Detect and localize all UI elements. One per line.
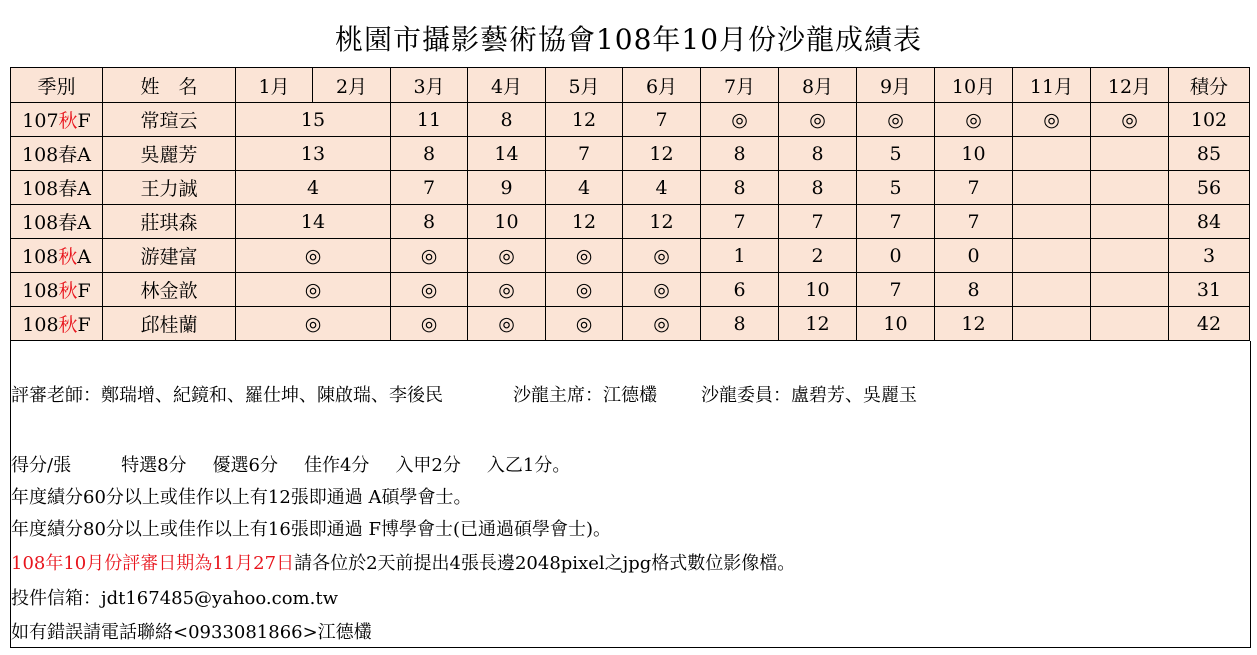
season-cell <box>11 171 103 205</box>
jun-cell: ◎ <box>623 239 701 273</box>
jun-cell: ◎ <box>623 273 701 307</box>
rule-f-text: 年度績分80分以上或佳作以上有16張即通過 F博學會士(已通過碩學會士)。 <box>11 519 612 540</box>
name-cell: 常瑄云 <box>103 103 236 137</box>
name-cell: 吳麗芳 <box>103 137 236 171</box>
mar-cell: 8 <box>391 205 468 239</box>
apr-cell: 9 <box>468 171 546 205</box>
may-cell: 7 <box>546 137 623 171</box>
oct-cell: 0 <box>935 239 1013 273</box>
may-cell: ◎ <box>546 239 623 273</box>
may-cell: 12 <box>546 205 623 239</box>
jun-cell: 7 <box>623 103 701 137</box>
apr-cell: ◎ <box>468 273 546 307</box>
jul-cell: ◎ <box>701 103 779 137</box>
column-header: 11月 <box>1013 68 1091 103</box>
season-suffix: F <box>77 314 91 336</box>
sep-cell: 0 <box>857 239 935 273</box>
may-cell: 4 <box>546 171 623 205</box>
sep-cell: 10 <box>857 307 935 341</box>
aug-cell: 2 <box>779 239 857 273</box>
score-item: 入乙1分。 <box>486 455 571 476</box>
nov-cell: ◎ <box>1013 103 1091 137</box>
season-mark: 秋 <box>58 110 78 132</box>
season-cell <box>11 307 103 341</box>
jul-cell: 8 <box>701 137 779 171</box>
season-prefix: 107 <box>22 110 59 132</box>
season-prefix: 108春A <box>22 178 91 200</box>
page-title: 桃園市攝影藝術協會108年10月份沙龍成績表 <box>334 23 923 56</box>
notes-box <box>10 341 1251 648</box>
season-suffix: F <box>77 280 91 302</box>
season-mark: 秋 <box>58 280 78 302</box>
column-header: 1月 <box>236 68 313 103</box>
oct-cell: 12 <box>935 307 1013 341</box>
mar-cell: 7 <box>391 171 468 205</box>
mar-cell: 8 <box>391 137 468 171</box>
sep-cell: 7 <box>857 205 935 239</box>
aug-cell: 10 <box>779 273 857 307</box>
oct-cell: 7 <box>935 171 1013 205</box>
jan-feb-cell: 14 <box>236 205 391 239</box>
total-cell: 31 <box>1169 273 1250 307</box>
nov-cell <box>1013 239 1091 273</box>
sep-cell: 7 <box>857 273 935 307</box>
season-cell <box>11 103 103 137</box>
column-header: 9月 <box>857 68 935 103</box>
total-cell: 42 <box>1169 307 1250 341</box>
jul-cell: 8 <box>701 307 779 341</box>
jan-feb-cell: 13 <box>236 137 391 171</box>
apr-cell: 14 <box>468 137 546 171</box>
score-label: 得分/張 <box>11 455 72 476</box>
column-header: 季別 <box>11 68 103 103</box>
column-header: 12月 <box>1091 68 1169 103</box>
apr-cell: ◎ <box>468 239 546 273</box>
season-cell <box>11 137 103 171</box>
staff-line <box>11 381 917 407</box>
nov-cell <box>1013 137 1091 171</box>
contact-text: 如有錯誤請電話聯絡<0933081866>江德欉 <box>11 622 372 643</box>
chair-text: 沙龍主席：江德欉 <box>513 385 657 406</box>
score-line <box>11 451 570 477</box>
table-header-row <box>11 68 1250 103</box>
table-row <box>11 171 1250 205</box>
mar-cell: ◎ <box>391 239 468 273</box>
column-header: 6月 <box>623 68 701 103</box>
dec-cell <box>1091 171 1169 205</box>
jun-cell: 12 <box>623 137 701 171</box>
season-prefix: 108春A <box>22 144 91 166</box>
season-cell <box>11 239 103 273</box>
season-prefix: 108 <box>21 246 59 268</box>
column-header: 姓 名 <box>103 68 236 103</box>
column-header: 積分 <box>1169 68 1250 103</box>
column-header: 4月 <box>468 68 546 103</box>
jul-cell: 8 <box>701 171 779 205</box>
may-cell: 12 <box>546 103 623 137</box>
table-row <box>11 103 1250 137</box>
dec-cell <box>1091 273 1169 307</box>
total-cell: 3 <box>1169 239 1250 273</box>
season-prefix: 108 <box>22 280 59 302</box>
dec-cell: ◎ <box>1091 103 1169 137</box>
season-prefix: 108 <box>22 314 59 336</box>
jan-feb-cell: ◎ <box>236 307 391 341</box>
mar-cell: ◎ <box>391 273 468 307</box>
apr-cell: ◎ <box>468 307 546 341</box>
deadline-line <box>11 549 795 575</box>
oct-cell: 10 <box>935 137 1013 171</box>
column-header: 2月 <box>313 68 391 103</box>
table-row <box>11 273 1250 307</box>
column-header: 8月 <box>779 68 857 103</box>
apr-cell: 8 <box>468 103 546 137</box>
name-cell: 王力誠 <box>103 171 236 205</box>
season-mark: 秋 <box>58 246 78 268</box>
aug-cell: 8 <box>779 137 857 171</box>
nov-cell <box>1013 171 1091 205</box>
score-item: 優選6分 <box>212 455 278 476</box>
season-cell <box>11 205 103 239</box>
sep-cell: 5 <box>857 137 935 171</box>
season-prefix: 108春A <box>22 212 91 234</box>
oct-cell: ◎ <box>935 103 1013 137</box>
dec-cell <box>1091 205 1169 239</box>
score-item: 佳作4分 <box>303 455 370 476</box>
name-cell: 莊琪森 <box>103 205 236 239</box>
jul-cell: 7 <box>701 205 779 239</box>
jan-feb-cell: 15 <box>236 103 391 137</box>
jan-feb-cell: ◎ <box>236 239 391 273</box>
name-cell: 林金歆 <box>103 273 236 307</box>
nov-cell <box>1013 205 1091 239</box>
apr-cell: 10 <box>468 205 546 239</box>
dec-cell <box>1091 137 1169 171</box>
column-header: 3月 <box>391 68 468 103</box>
aug-cell: 12 <box>779 307 857 341</box>
may-cell: ◎ <box>546 307 623 341</box>
committee-text: 沙龍委員：盧碧芳、吳麗玉 <box>701 385 917 406</box>
total-cell: 56 <box>1169 171 1250 205</box>
sep-cell: 5 <box>857 171 935 205</box>
nov-cell <box>1013 307 1091 341</box>
score-item: 入甲2分 <box>395 455 461 476</box>
deadline-instructions: 請各位於2天前提出4張長邊2048pixel之jpg格式數位影像檔。 <box>294 553 796 574</box>
column-header: 5月 <box>546 68 623 103</box>
nov-cell <box>1013 273 1091 307</box>
jan-feb-cell: 4 <box>236 171 391 205</box>
jun-cell: 4 <box>623 171 701 205</box>
mar-cell: 11 <box>391 103 468 137</box>
table-row <box>11 239 1250 273</box>
jul-cell: 1 <box>701 239 779 273</box>
name-cell: 邱桂蘭 <box>103 307 236 341</box>
column-header: 7月 <box>701 68 779 103</box>
total-cell: 85 <box>1169 137 1250 171</box>
score-item: 特選8分 <box>121 455 187 476</box>
season-cell <box>11 273 103 307</box>
dec-cell <box>1091 239 1169 273</box>
aug-cell: 8 <box>779 171 857 205</box>
total-cell: 102 <box>1169 103 1250 137</box>
aug-cell: ◎ <box>779 103 857 137</box>
table-row <box>11 307 1250 341</box>
table-row <box>11 205 1250 239</box>
jun-cell: 12 <box>623 205 701 239</box>
aug-cell: 7 <box>779 205 857 239</box>
jan-feb-cell: ◎ <box>236 273 391 307</box>
name-cell: 游建富 <box>103 239 236 273</box>
table-row <box>11 137 1250 171</box>
sep-cell: ◎ <box>857 103 935 137</box>
season-suffix: A <box>77 246 91 268</box>
oct-cell: 8 <box>935 273 1013 307</box>
season-mark: 秋 <box>58 314 78 336</box>
jun-cell: ◎ <box>623 307 701 341</box>
total-cell: 84 <box>1169 205 1250 239</box>
oct-cell: 7 <box>935 205 1013 239</box>
rule-a-text: 年度績分60分以上或佳作以上有12張即通過 A碩學會士。 <box>11 487 472 508</box>
dec-cell <box>1091 307 1169 341</box>
jul-cell: 6 <box>701 273 779 307</box>
email-text: 投件信箱：jdt167485@yahoo.com.tw <box>11 588 338 609</box>
score-table <box>10 67 1250 341</box>
deadline-date: 108年10月份評審日期為11月27日 <box>11 553 295 574</box>
mar-cell: ◎ <box>391 307 468 341</box>
season-suffix: F <box>77 110 91 132</box>
column-header: 10月 <box>935 68 1013 103</box>
judges-text: 評審老師：鄭瑞增、紀鏡和、羅仕坤、陳啟瑞、李後民 <box>11 385 443 406</box>
may-cell: ◎ <box>546 273 623 307</box>
